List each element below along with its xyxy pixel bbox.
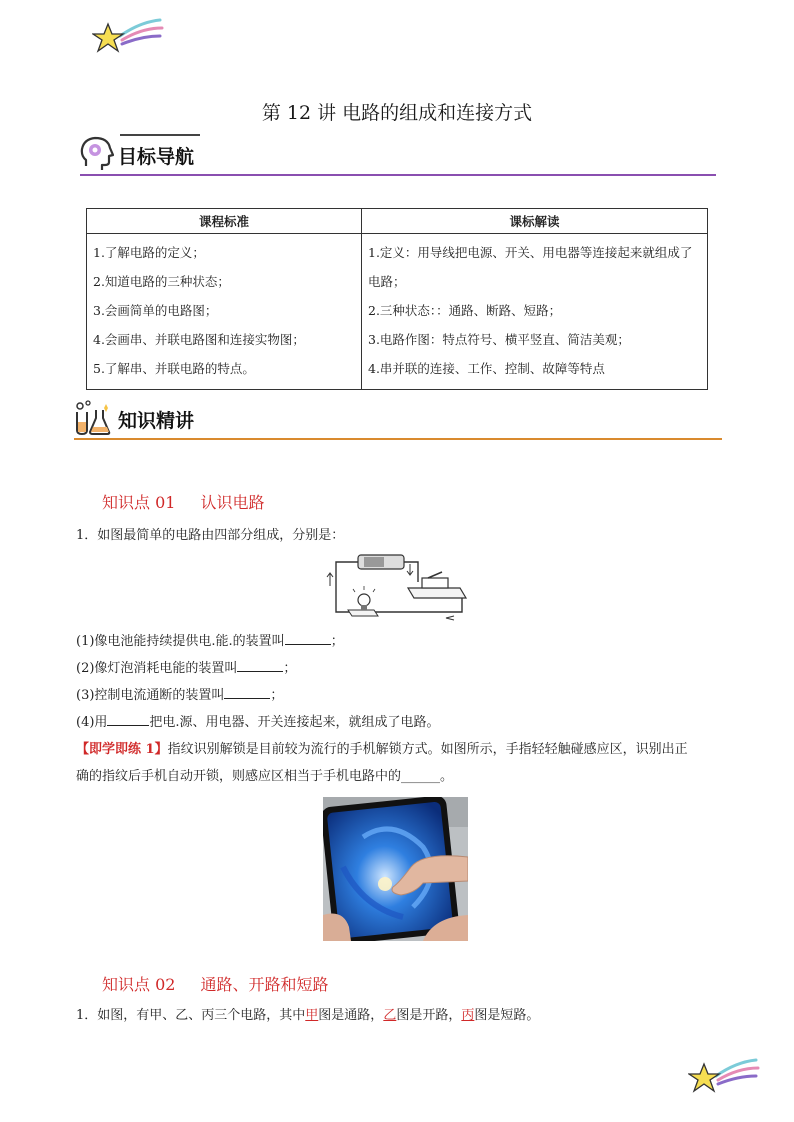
answer-blank[interactable] (285, 632, 331, 645)
standards-table (86, 208, 708, 390)
kp-label: 知识点 02 (102, 975, 176, 994)
list-item: 5.了解串、并联电路的特点。 (93, 361, 255, 376)
answer-word: 甲 (305, 1008, 319, 1023)
question-2 (76, 1006, 539, 1026)
section-divider (80, 174, 716, 176)
list-item: 3.会画简单的电路图； (93, 303, 218, 318)
practice-1-line-2: 确的指纹后手机自动开锁，则感应区相当于手机电路中的______。 (76, 769, 454, 784)
answer-word: 丙 (461, 1008, 475, 1023)
list-item: 2.三种状态：：通路、断路、短路； (368, 303, 562, 318)
table-row (87, 234, 708, 390)
answer-blank[interactable] (237, 659, 283, 672)
section-header-knowledge (74, 400, 722, 440)
item-text: 把电.源、用电器、开关连接起来，就组成了电路。 (149, 715, 440, 730)
interpretation-cell (362, 234, 708, 390)
knowledge-point-1-heading (102, 490, 265, 513)
standards-cell (87, 234, 362, 390)
header-overline (120, 134, 200, 136)
kp-label: 知识点 01 (102, 493, 176, 512)
brain-head-icon (80, 136, 114, 172)
answer-blank[interactable] (107, 713, 149, 726)
q2-text: 图是短路。 (474, 1008, 540, 1023)
item-text: ； (330, 634, 344, 649)
section-header-goals (80, 136, 716, 176)
section-divider (74, 438, 722, 440)
section-title-goals: 目标导航 (118, 146, 195, 168)
flask-icon (74, 400, 112, 436)
practice-tag: 【即学即练 1】 (76, 742, 168, 757)
section-title-knowledge: 知识精讲 (118, 410, 195, 432)
list-item: 2.知道电路的三种状态； (93, 274, 230, 289)
list-item: 4.会画串、并联电路图和连接实物图； (93, 332, 305, 347)
phone-fingerprint-photo (323, 797, 468, 941)
q2-text: 1．如图，有甲、乙、丙三个电路，其中 (76, 1008, 306, 1023)
item-text: (4)用 (76, 715, 108, 730)
kp-name: 通路、开路和短路 (200, 975, 329, 994)
answer-word: 乙 (383, 1008, 397, 1023)
item-text: (2)像灯泡消耗电能的装置叫 (76, 661, 238, 676)
q2-text: 图是通路， (318, 1008, 384, 1023)
item-text: (3)控制电流通断的装置叫 (76, 688, 225, 703)
star-decoration-icon (688, 1058, 760, 1098)
question-1-item-3 (76, 686, 283, 706)
list-item: 3.电路作图：特点符号、横平竖直、简洁美观； (368, 332, 630, 347)
question-1-item-4 (76, 713, 440, 733)
item-text: ； (270, 688, 284, 703)
answer-blank[interactable] (224, 686, 270, 699)
question-1-item-2 (76, 659, 296, 679)
list-item: 1.了解电路的定义； (93, 245, 205, 260)
list-item: 1.定义：用导线把电源、开关、用电器等连接起来就组成了电路； (368, 245, 693, 289)
circuit-diagram (322, 548, 472, 624)
star-decoration-icon (92, 18, 164, 58)
table-header-interpretation: 课标解读 (362, 209, 708, 234)
question-1-intro: 1．如图最简单的电路由四部分组成，分别是： (76, 528, 345, 543)
q2-text: 图是开路， (396, 1008, 462, 1023)
question-1-item-1 (76, 632, 344, 652)
kp-name: 认识电路 (200, 493, 265, 512)
list-item: 4.串并联的连接、工作、控制、故障等特点 (368, 361, 605, 376)
table-header-row (87, 209, 708, 234)
knowledge-point-2-heading (102, 972, 329, 995)
item-text: ； (283, 661, 297, 676)
page-title: 第 12 讲 电路的组成和连接方式 (261, 102, 533, 124)
table-header-standard: 课程标准 (87, 209, 362, 234)
practice-text: 指纹识别解锁是目前较为流行的手机解锁方式。如图所示，手指轻轻触碰感应区，识别出正 (167, 742, 688, 757)
practice-1-line-1 (76, 740, 726, 760)
item-text: (1)像电池能持续提供电.能.的装置叫 (76, 634, 285, 649)
